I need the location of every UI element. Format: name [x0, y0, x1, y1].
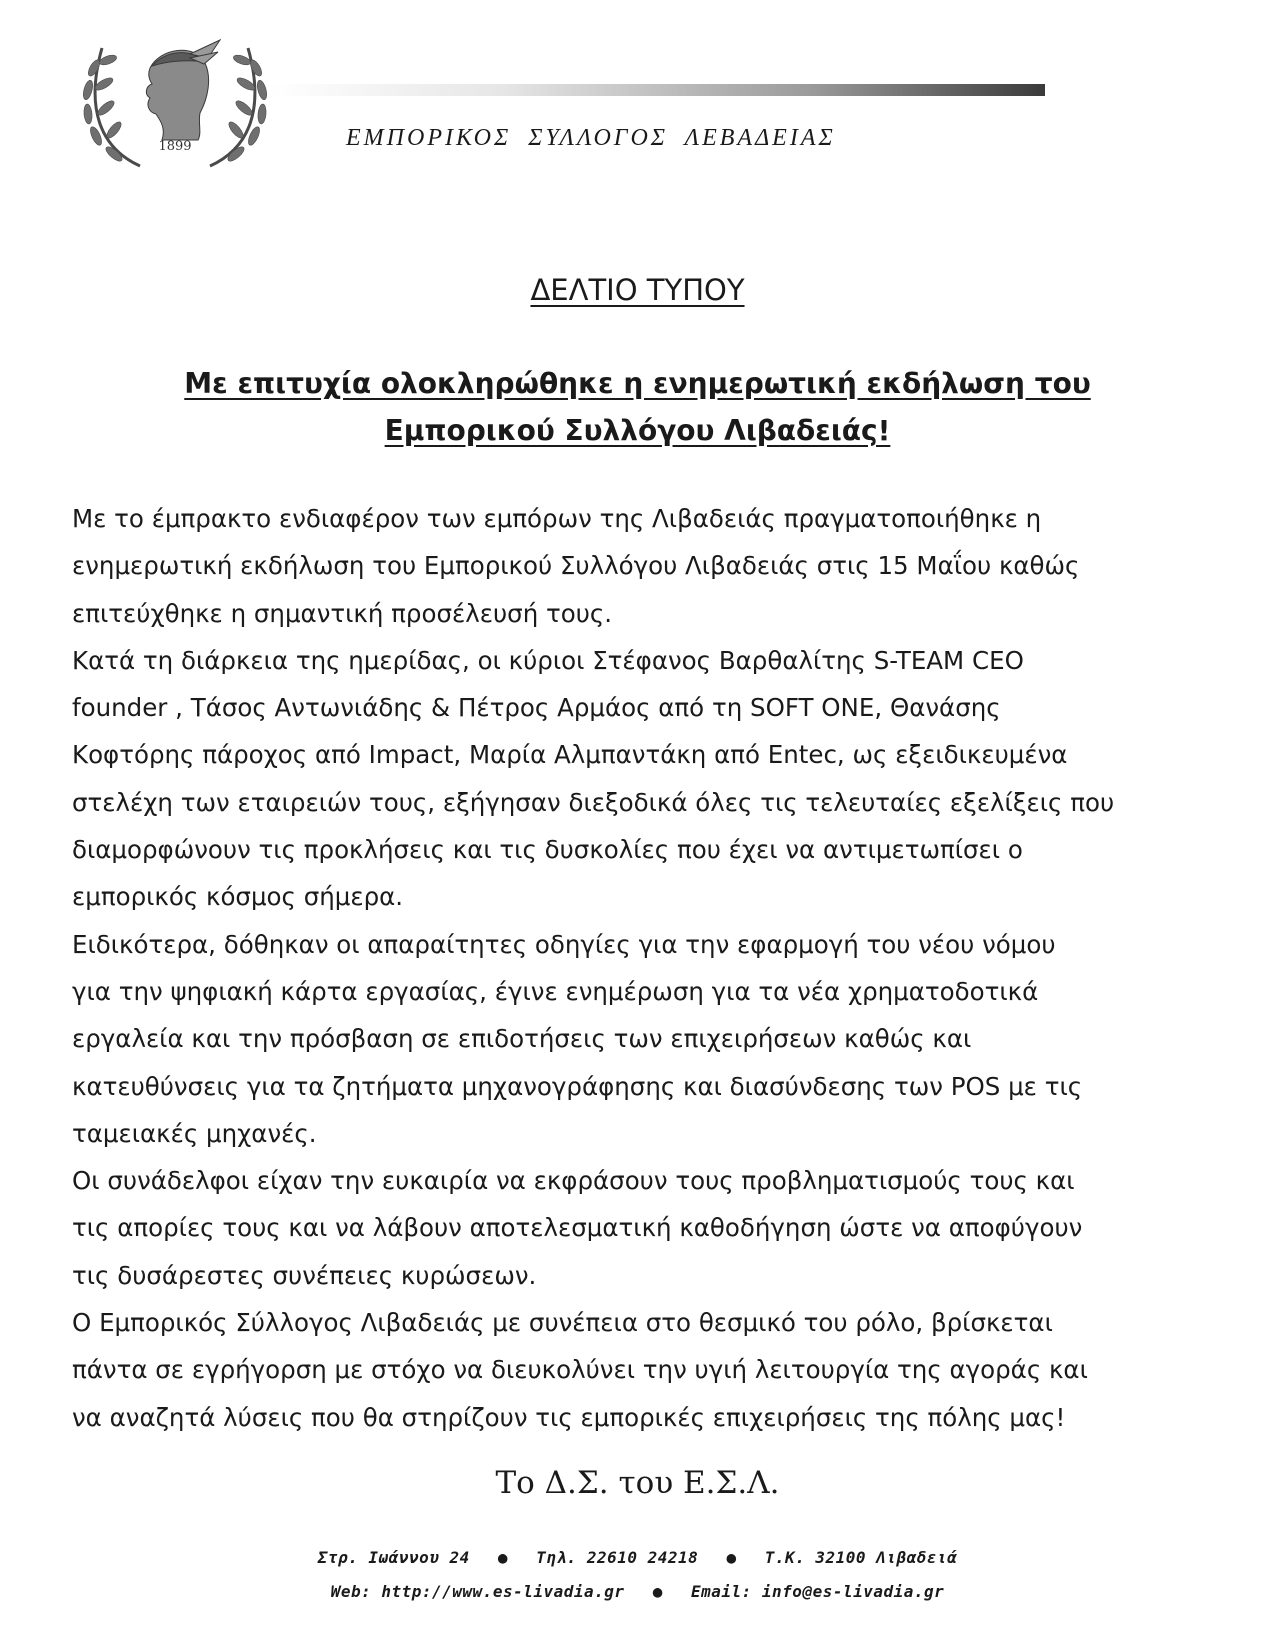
- body-line: εργαλεία και την πρόσβαση σε επιδοτήσεις των επιχειρήσεων καθώς και: [72, 1024, 972, 1054]
- body-line: Ο Εμπορικός Σύλλογος Λιβαδειάς με συνέπεια στο θεσμικό του ρόλο, βρίσκεται: [72, 1308, 1053, 1338]
- body-line: τις απορίες τους και να λάβουν αποτελεσματική καθοδήγηση ώστε να αποφύγουν: [72, 1213, 1083, 1243]
- body-line: Κοφτόρης πάροχος από Impact, Μαρία Αλμπαντάκη από Entec, ως εξειδικευμένα: [72, 740, 1068, 770]
- body-line: διαμορφώνουν τις προκλήσεις και τις δυσκολίες που έχει να αντιμετωπίσει ο: [72, 835, 1023, 865]
- footer-postal: Τ.Κ. 32100 Λιβαδειά: [764, 1548, 958, 1567]
- body-line: ταμειακές μηχανές.: [72, 1118, 317, 1148]
- body-line: Κατά τη διάρκεια της ημερίδας, οι κύριοι Στέφανος Βαρθαλίτης S-TEAM CEO: [72, 645, 1024, 675]
- body-line: να αναζητά λύσεις που θα στηρίζουν τις εμπορικές επιχειρήσεις της πόλης μας!: [72, 1402, 1066, 1432]
- footer-web-line: [0, 1582, 1275, 1601]
- logo-year: 1899: [158, 139, 192, 154]
- headline-line: Εμπορικού Συλλόγου Λιβαδειάς!: [384, 414, 891, 447]
- association-logo: [80, 28, 270, 173]
- footer-separator: ●: [497, 1548, 509, 1567]
- body-line: Με το έμπρακτο ενδιαφέρον των εμπόρων της Λιβαδειάς πραγματοποιήθηκε η: [72, 504, 1042, 533]
- body-line: κατευθύνσεις για τα ζητήματα μηχανογράφησης και διασύνδεσης των POS με τις: [72, 1071, 1083, 1101]
- body-line: Οι συνάδελφοι είχαν την ευκαιρία να εκφράσουν τους προβληματισμούς τους και: [72, 1166, 1075, 1196]
- body-line: founder , Τάσος Αντωνιάδης & Πέτρος Αρμάος από τη SOFT ONE, Θανάσης: [72, 693, 1001, 723]
- header-gradient-bar: [270, 84, 1045, 96]
- body-line: εμπορικός κόσμος σήμερα.: [72, 882, 404, 912]
- body-line: στελέχη των εταιρειών τους, εξήγησαν διεξοδικά όλες τις τελευταίες εξελίξεις που: [72, 787, 1115, 817]
- body-line: πάντα σε εγρήγορση με στόχο να διευκολύνει την υγιή λειτουργία της αγοράς και: [72, 1355, 1088, 1385]
- footer-address: Στρ. Ιωάννου 24: [317, 1548, 470, 1567]
- organization-name: ΕΜΠΟΡΙΚΟΣ ΣΥΛΛΟΓΟΣ ΛΕΒΑΔΕΙΑΣ: [346, 125, 836, 151]
- body-line: ενημερωτική εκδήλωση του Εμπορικού Συλλόγου Λιβαδειάς στις 15 Μαΐου καθώς: [72, 551, 1080, 581]
- footer-separator: ●: [652, 1582, 663, 1601]
- body-line: επιτεύχθηκε η σημαντική προσέλευσή τους.: [72, 598, 613, 628]
- press-release-body: [72, 495, 1222, 1441]
- footer-contact-line: [0, 1548, 1275, 1567]
- signature: Το Δ.Σ. του Ε.Σ.Λ.: [495, 1465, 780, 1501]
- footer-phone: Τηλ. 22610 24218: [536, 1548, 699, 1567]
- footer-separator: ●: [726, 1548, 737, 1567]
- headline-line: Με επιτυχία ολοκληρώθηκε η ενημερωτική εκδήλωση του: [184, 367, 1091, 400]
- body-line: τις δυσάρεστες συνέπειες κυρώσεων.: [72, 1260, 537, 1290]
- body-line: για την ψηφιακή κάρτα εργασίας, έγινε ενημέρωση για τα νέα χρηματοδοτικά: [72, 976, 1039, 1006]
- document-type: ΔΕΛΤΙΟ ΤΥΠΟΥ: [530, 273, 745, 307]
- headline: [0, 360, 1275, 454]
- footer-email[interactable]: Email: info@es-livadia.gr: [690, 1582, 945, 1601]
- body-line: Ειδικότερα, δόθηκαν οι απαραίτητες οδηγίες για την εφαρμογή του νέου νόμου: [72, 929, 1056, 959]
- footer-web[interactable]: Web: http://www.es-livadia.gr: [330, 1582, 625, 1601]
